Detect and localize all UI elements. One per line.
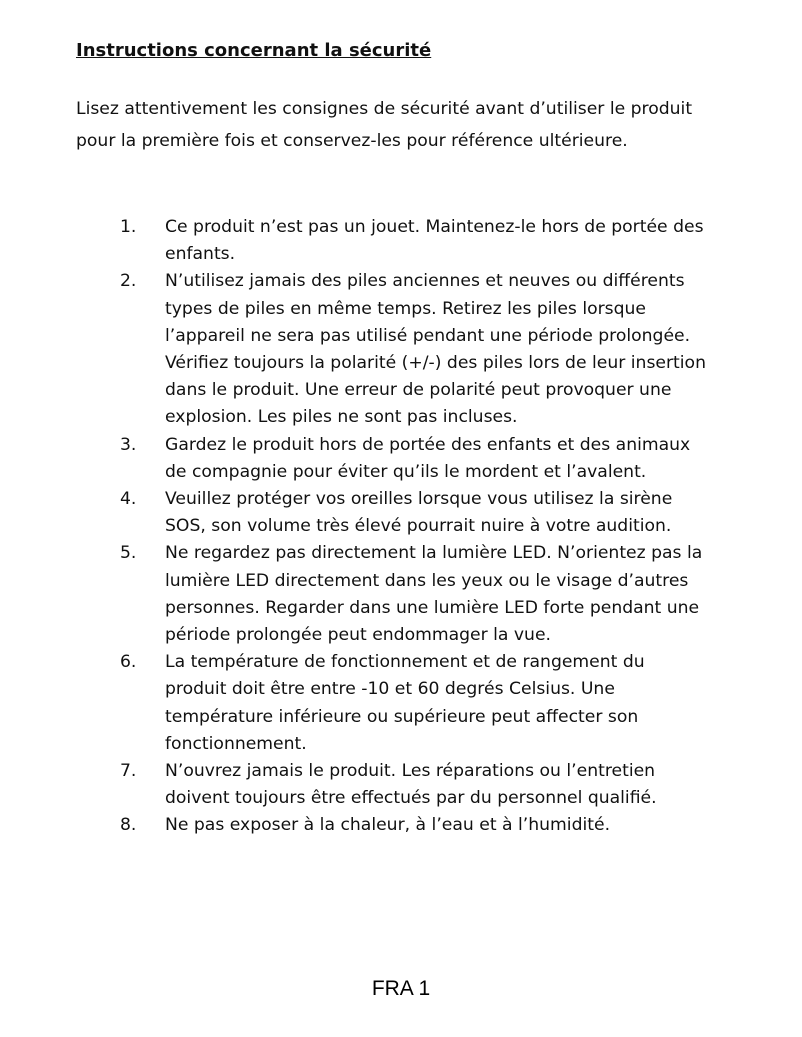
- list-item-number: 3.: [120, 434, 137, 455]
- list-item-text: N’ouvrez jamais le produit. Les réparations ou l’entretien doivent toujours être effectués par du personnel qualifié.: [165, 761, 657, 809]
- list-item-number: 5.: [120, 543, 137, 564]
- intro-paragraph: Lisez attentivement les consignes de sécurité avant d’utiliser le produit pour la première fois et conservez-les pour référence ultérieure.: [76, 99, 693, 151]
- section-heading: Instructions concernant la sécurité: [76, 40, 432, 61]
- list-item-text: N’utilisez jamais des piles anciennes et neuves ou différents types de piles en même temps. Retirez les piles lorsque l’appareil ne sera pas utilisé pendant une période prolongée. Vérifiez toujours la polarité (+/-) des piles lors de leur insertion dans le produit. Une erreur de polarité peut provoquer une explosion. Les piles ne sont pas incluses.: [165, 271, 706, 428]
- list-item-number: 8.: [120, 815, 137, 836]
- list-item-number: 4.: [120, 489, 137, 510]
- list-item: [0, 649, 802, 758]
- list-item-text: Ce produit n’est pas un jouet. Maintenez-le hors de portée des enfants.: [165, 217, 704, 265]
- list-item-number: 6.: [120, 652, 137, 673]
- list-item-text: Gardez le produit hors de portée des enfants et des animaux de compagnie pour éviter qu’ils le mordent et l’avalent.: [165, 434, 691, 482]
- page-number: FRA 1: [371, 977, 431, 1000]
- list-item: [0, 432, 802, 486]
- list-item: [0, 486, 802, 540]
- list-item: [0, 268, 802, 431]
- list-item: [0, 758, 802, 812]
- list-item: [0, 214, 802, 268]
- list-item-text: Ne pas exposer à la chaleur, à l’eau et à l’humidité.: [165, 815, 611, 836]
- list-item-number: 2.: [120, 271, 137, 292]
- list-item-text: Veuillez protéger vos oreilles lorsque vous utilisez la sirène SOS, son volume très élevé pourrait nuire à votre audition.: [165, 489, 673, 537]
- list-item-number: 1.: [120, 217, 137, 237]
- list-item-text: La température de fonctionnement et de rangement du produit doit être entre -10 et 60 degrés Celsius. Une température inférieure ou supérieure peut affecter son fonctionnement.: [165, 652, 645, 754]
- list-item-text: Ne regardez pas directement la lumière LED. N’orientez pas la lumière LED directement dans les yeux ou le visage d’autres personnes. Regarder dans une lumière LED forte pendant une période prolongée peut endommager la vue.: [165, 543, 703, 646]
- safety-instructions-list: [0, 214, 802, 840]
- list-item-number: 7.: [120, 761, 137, 782]
- list-item: [0, 812, 802, 839]
- list-item: [0, 540, 802, 649]
